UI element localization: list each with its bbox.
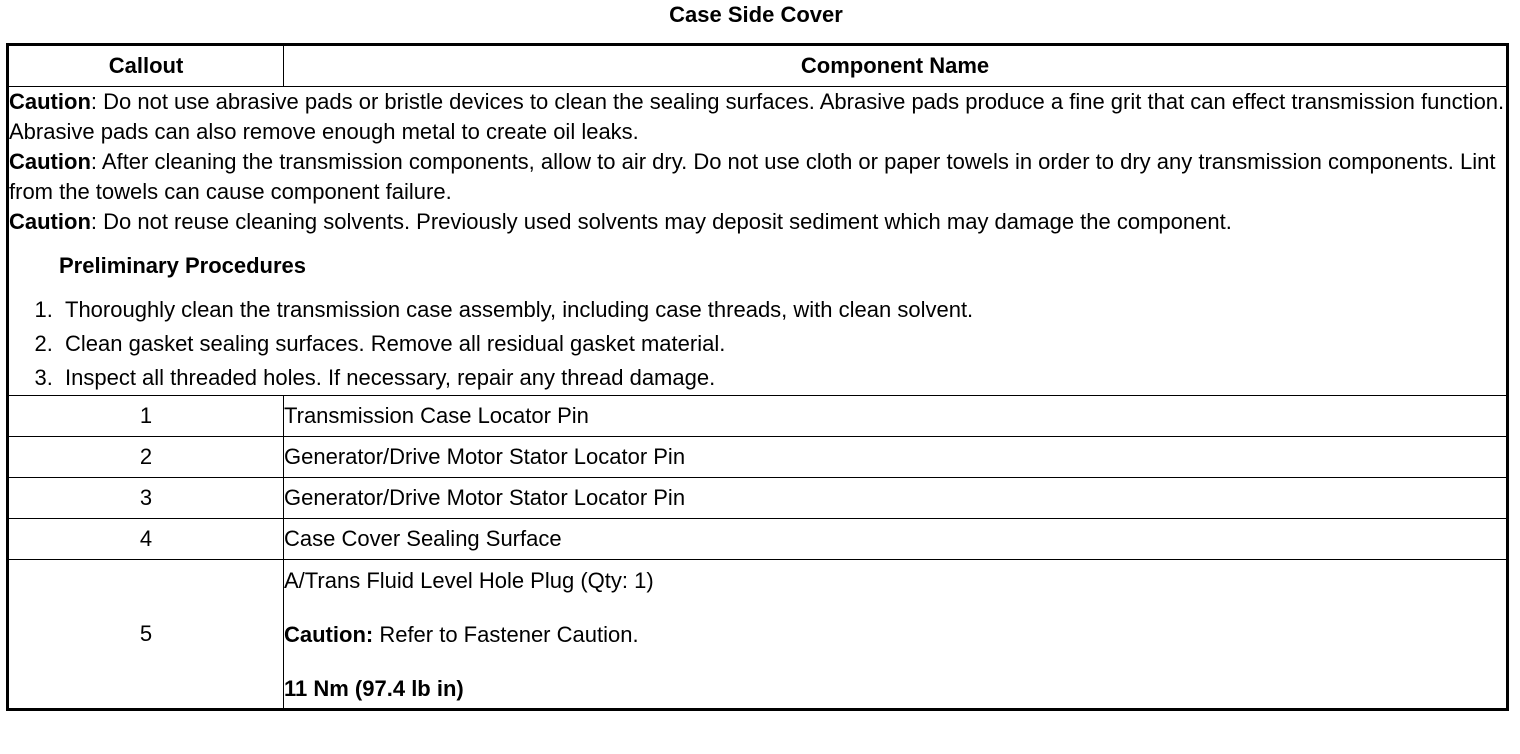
- component-name: Generator/Drive Motor Stator Locator Pin: [284, 437, 1508, 478]
- table-header-row: [8, 45, 1508, 87]
- notes-cell: [8, 87, 1508, 396]
- component-table: [6, 43, 1509, 711]
- caution-note: [9, 207, 1506, 237]
- table-row: [8, 519, 1508, 560]
- procedure-step: 1. Thoroughly clean the transmission case assembly, including case threads, with clean solvent.: [59, 293, 1506, 327]
- procedure-step: 2. Clean gasket sealing surfaces. Remove all residual gasket material.: [59, 327, 1506, 361]
- callout-number: 4: [8, 519, 284, 560]
- table-row: [8, 437, 1508, 478]
- component-name: Generator/Drive Motor Stator Locator Pin: [284, 478, 1508, 519]
- component-name: Transmission Case Locator Pin: [284, 396, 1508, 437]
- page-title: Case Side Cover: [669, 2, 843, 27]
- caution-label: Caution:: [284, 622, 374, 647]
- preliminary-procedures-heading: Preliminary Procedures: [59, 253, 307, 278]
- table-row: [8, 478, 1508, 519]
- column-header-callout: Callout: [8, 45, 284, 87]
- callout-number: 2: [8, 437, 284, 478]
- procedure-steps-list: [9, 293, 1506, 395]
- caution-text: : Do not use abrasive pads or bristle devices to clean the sealing surfaces. Abrasive pads produce a fine grit that can effect transmission function. Abrasive pads can also remove enough metal to create oil leaks.: [9, 89, 1505, 144]
- caution-text: Refer to Fastener Caution.: [373, 622, 639, 647]
- caution-text: : Do not reuse cleaning solvents. Previously used solvents may deposit sediment which may damage the component.: [90, 209, 1232, 234]
- caution-text: : After cleaning the transmission components, allow to air dry. Do not use cloth or paper towels in order to dry any transmission components. Lint from the towels can cause component failure.: [9, 149, 1496, 204]
- callout-number: 3: [8, 478, 284, 519]
- caution-note: [9, 147, 1506, 207]
- caution-label: Caution: [9, 149, 91, 174]
- column-header-component-name: Component Name: [284, 45, 1508, 87]
- component-name: A/Trans Fluid Level Hole Plug (Qty: 1): [284, 568, 654, 593]
- table-row: [8, 396, 1508, 437]
- callout-number: 5: [8, 560, 284, 710]
- component-name-detail: [284, 560, 1508, 710]
- component-name: Case Cover Sealing Surface: [284, 519, 1508, 560]
- caution-label: Caution: [9, 209, 91, 234]
- caution-note: [9, 87, 1506, 147]
- procedure-step: 3. Inspect all threaded holes. If necessary, repair any thread damage.: [59, 361, 1506, 395]
- caution-label: Caution: [9, 89, 91, 114]
- fastener-caution: [284, 620, 1506, 650]
- callout-number: 1: [8, 396, 284, 437]
- notes-row: [8, 87, 1508, 396]
- table-row: [8, 560, 1508, 710]
- torque-spec: 11 Nm (97.4 lb in): [284, 676, 464, 701]
